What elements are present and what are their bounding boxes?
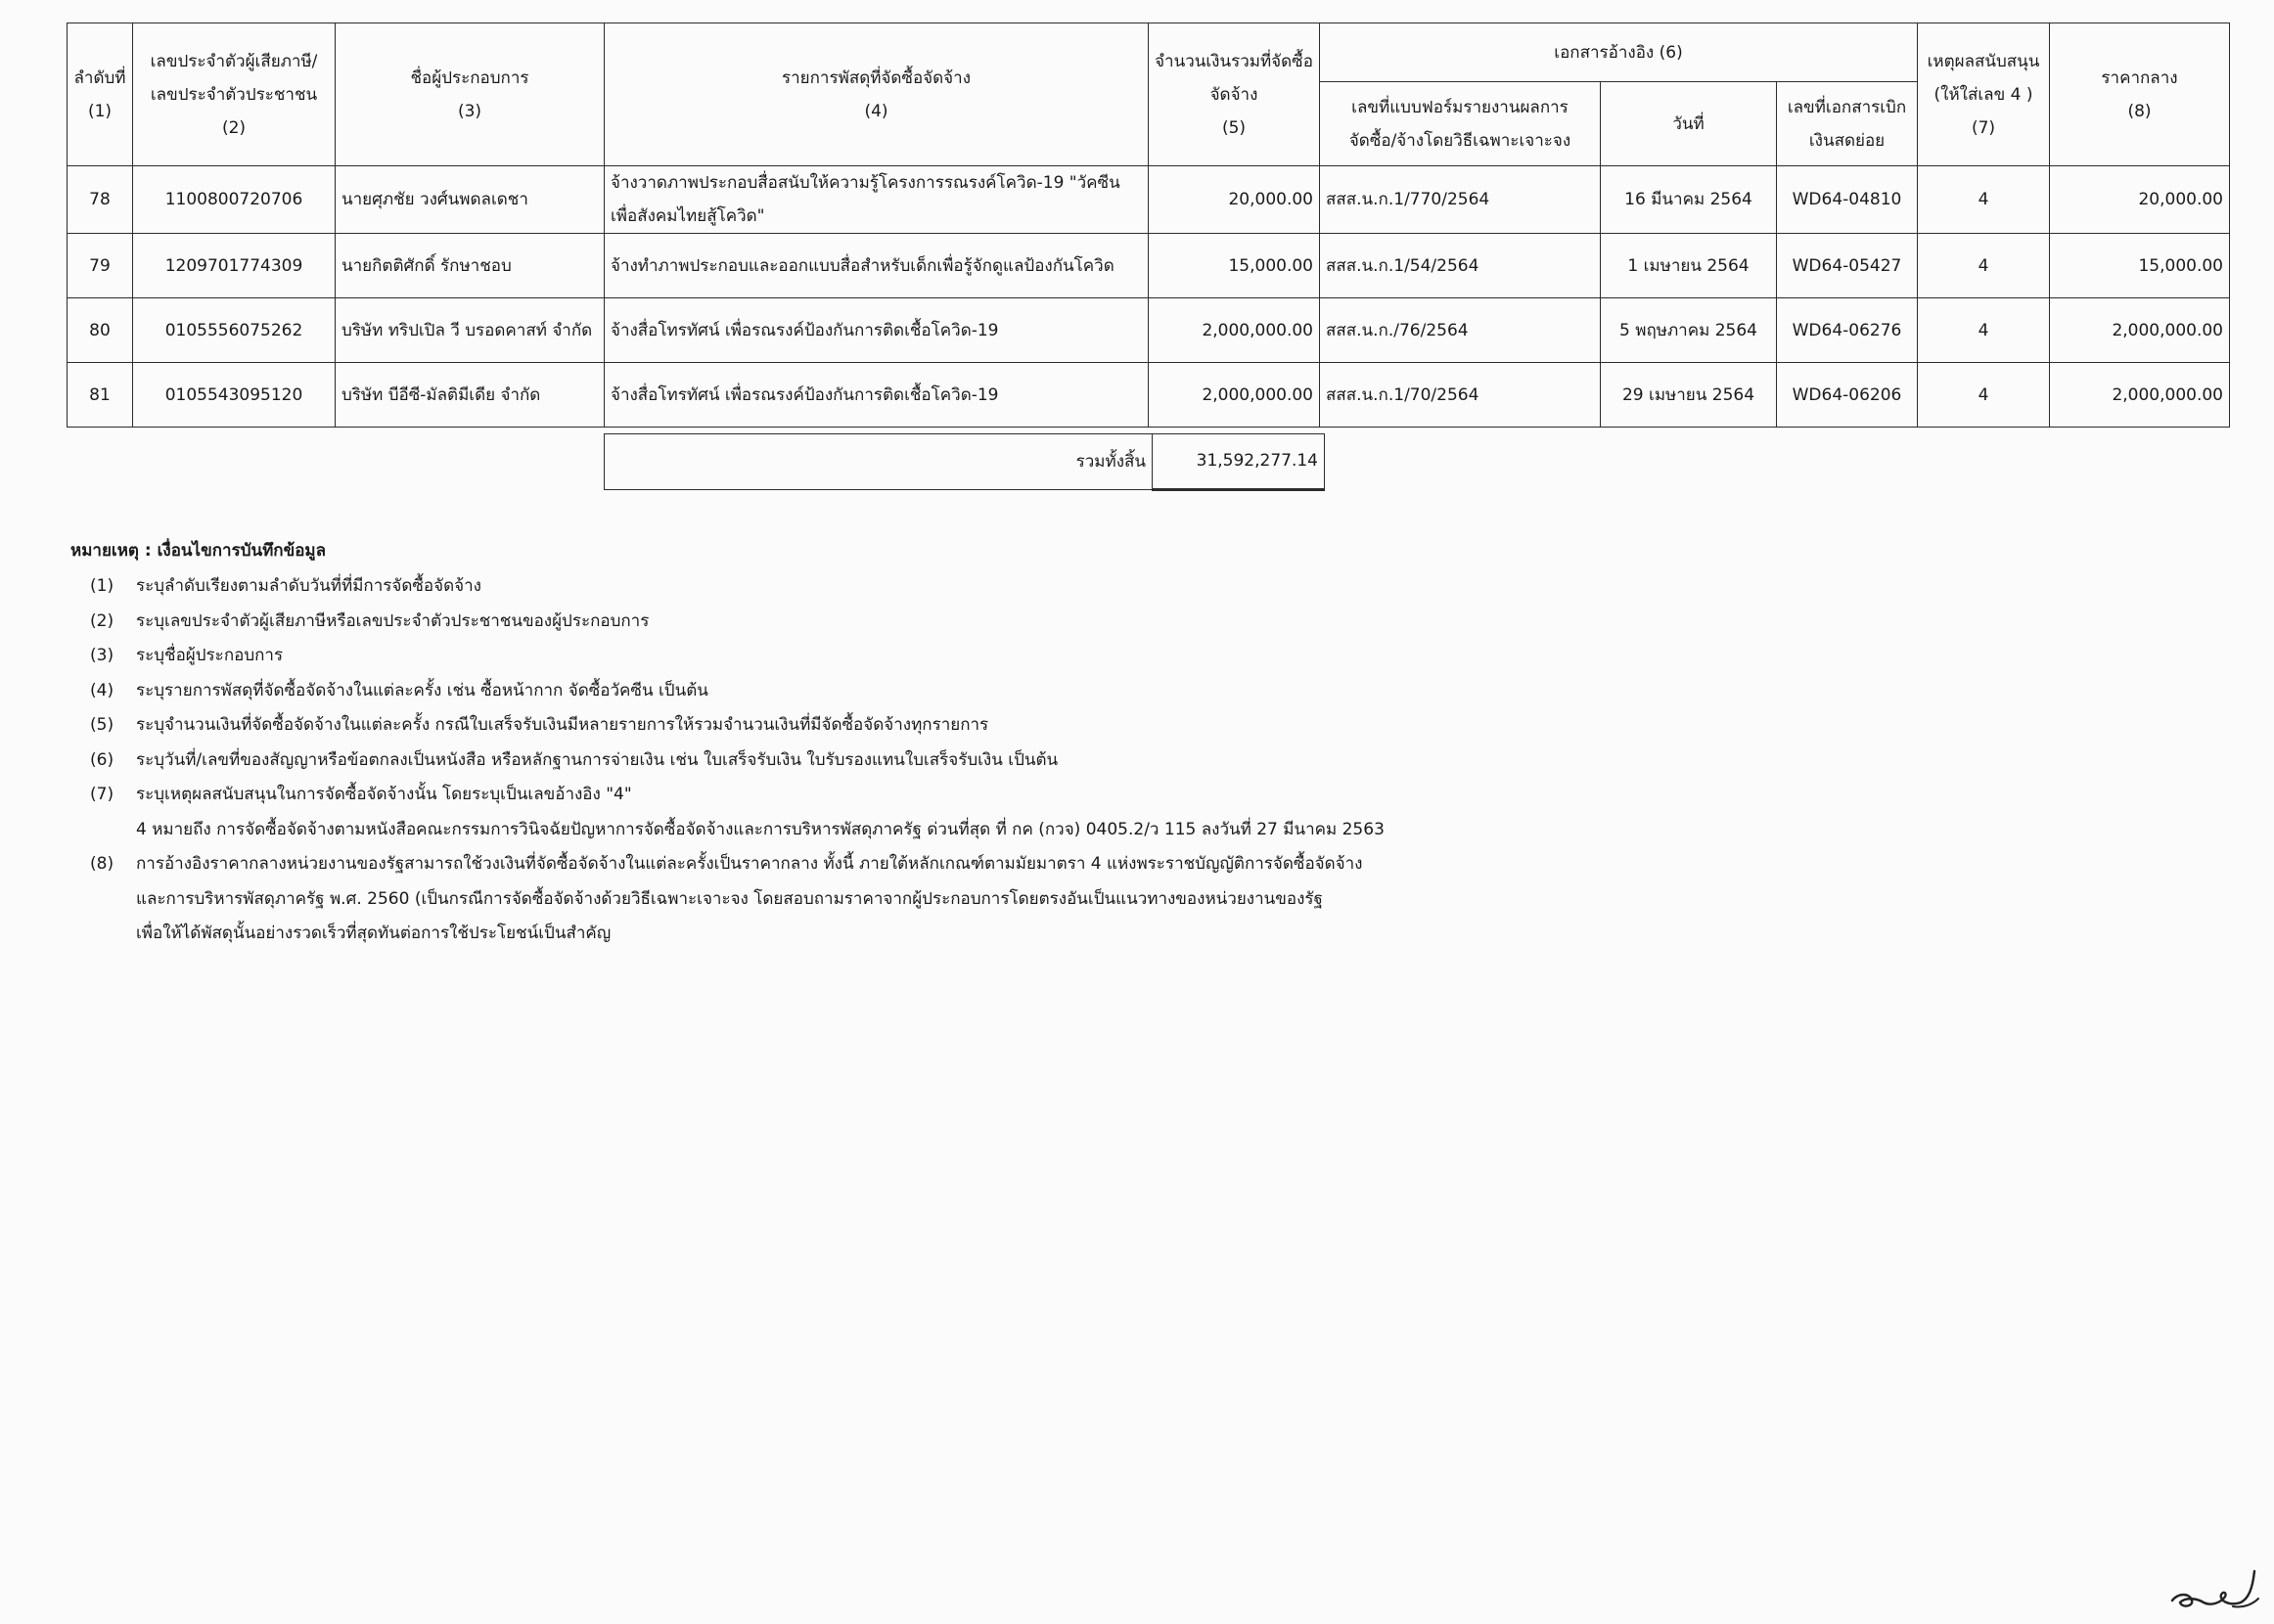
cell-formno: สสส.น.ก.1/70/2564 [1320, 363, 1601, 428]
notes-title: หมายเหตุ : เงื่อนไขการบันทึกข้อมูล [70, 541, 327, 561]
note-item [70, 674, 1385, 709]
header-line: จัดจ้าง [1209, 84, 1258, 105]
note-number: (3) [90, 646, 114, 665]
note-text: การอ้างอิงราคากลางหน่วยงานของรัฐสามารถใช้วงเงินที่จัดซื้อจัดจ้างในแต่ละครั้งเป็นราคากลาง ทั้งนี้ ภายใต้หลักเกณฑ์ตามมัยมาตรา 4 แห่งพระราชบัญญัติการจัดซื้อจัดจ้าง [136, 854, 1363, 874]
cell-formno: สสส.น.ก.1/770/2564 [1320, 166, 1601, 234]
total-value: 31,592,277.14 [1153, 434, 1325, 490]
header-line: เลขประจำตัวผู้เสียภาษี/ [150, 51, 318, 71]
header-line: (7) [1971, 117, 1996, 138]
cell-date: 29 เมษายน 2564 [1601, 363, 1777, 428]
cell-amount: 2,000,000.00 [1149, 363, 1320, 428]
cell-taxid: 0105543095120 [133, 363, 336, 428]
cell-vendor: บริษัท บีอีซี-มัลติมีเดีย จำกัด [336, 363, 605, 428]
cell-amount: 20,000.00 [1149, 166, 1320, 234]
notes-list [70, 569, 1385, 952]
note-text: ระบุจำนวนเงินที่จัดซื้อจัดจ้างในแต่ละครั้ง กรณีใบเสร็จรับเงินมีหลายรายการให้รวมจำนวนเงินที่มีจัดซื้อจัดจ้างทุกรายการ [136, 715, 989, 735]
note-text: ระบุเหตุผลสนับสนุนในการจัดซื้อจัดจ้างนั้น โดยระบุเป็นเลขอ้างอิง "4" [136, 785, 632, 804]
cell-seq: 81 [68, 363, 133, 428]
cell-amount: 2,000,000.00 [1149, 298, 1320, 363]
header-line: รายการพัสดุที่จัดซื้อจัดจ้าง [782, 68, 971, 88]
header-voucher [1777, 82, 1918, 166]
note-item [70, 778, 1385, 813]
note-continuation: และการบริหารพัสดุภาครัฐ พ.ศ. 2560 (เป็นกรณีการจัดซื้อจัดจ้างด้วยวิธีเฉพาะเจาะจง โดยสอบถามราคาจากผู้ประกอบการโดยตรงอันเป็นแนวทางของหน่วยงานของรัฐ [136, 888, 1323, 909]
header-items [605, 23, 1149, 166]
note-continuation: เพื่อให้ได้พัสดุนั้นอย่างรวดเร็วที่สุดทันต่อการใช้ประโยชน์เป็นสำคัญ [136, 924, 612, 943]
cell-date: 16 มีนาคม 2564 [1601, 166, 1777, 234]
header-date: วันที่ [1601, 82, 1777, 166]
cell-line: จ้างทำภาพประกอบและออกแบบสื่อสำหรับเด็กเพื่อรู้จักดูแลป้องกันโควิด [611, 255, 1114, 276]
note-text: ระบุรายการพัสดุที่จัดซื้อจัดจ้างในแต่ละครั้ง เช่น ซื้อหน้ากาก จัดซื้อวัคซีน เป็นต้น [136, 680, 708, 700]
header-line: ราคากลาง [2101, 68, 2178, 88]
cell-seq: 80 [68, 298, 133, 363]
note-number: (8) [90, 854, 114, 874]
table-body [68, 166, 2230, 428]
note-text: ระบุเลขประจำตัวผู้เสียภาษีหรือเลขประจำตัวประชาชนของผู้ประกอบการ [136, 610, 650, 631]
cell-refprice: 20,000.00 [2050, 166, 2230, 234]
header-line: จำนวนเงินรวมที่จัดซื้อ [1155, 51, 1313, 71]
cell-seq: 79 [68, 234, 133, 298]
header-line: (2) [221, 117, 247, 138]
note-item [70, 847, 1385, 882]
table-row [68, 363, 2230, 428]
signature-icon [2164, 1557, 2262, 1616]
note-number: (6) [90, 749, 114, 770]
header-line: (4) [864, 101, 888, 121]
notes-section [70, 537, 1385, 952]
note-item [70, 639, 1385, 674]
header-line: (5) [1221, 117, 1247, 138]
table-row [68, 234, 2230, 298]
cell-refprice: 15,000.00 [2050, 234, 2230, 298]
cell-reason: 4 [1918, 234, 2050, 298]
cell-line: เพื่อสังคมไทยสู้โควิด" [611, 206, 765, 226]
note-item [70, 569, 1385, 605]
cell-line: จ้างวาดภาพประกอบสื่อสนับให้ความรู้โครงการรณรงค์โควิด-19 "วัคซีน [611, 173, 1120, 193]
cell-items [605, 298, 1149, 363]
note-text: ระบุชื่อผู้ประกอบการ [136, 646, 284, 665]
cell-items [605, 363, 1149, 428]
table-row [68, 298, 2230, 363]
header-refprice [2050, 23, 2230, 166]
cell-voucher: WD64-06206 [1777, 363, 1918, 428]
header-line: (3) [457, 101, 482, 121]
cell-formno: สสส.น.ก./76/2564 [1320, 298, 1601, 363]
header-line: เลขประจำตัวประชาชน [150, 84, 318, 105]
header-line: (8) [2127, 101, 2152, 121]
note-continuation: 4 หมายถึง การจัดซื้อจัดจ้างตามหนังสือคณะกรรมการวินิจฉัยปัญหาการจัดซื้อจัดจ้างและการบริหารพัสดุภาครัฐ ด่วนที่สุด ที่ กค (กวจ) 0405.2/ว 115 ลงวันที่ 27 มีนาคม 2563 [136, 819, 1385, 839]
header-formno [1320, 82, 1601, 166]
header-line: จัดซื้อ/จ้างโดยวิธีเฉพาะเจาะจง [1348, 130, 1571, 151]
procurement-table-container [67, 23, 2230, 428]
cell-formno: สสส.น.ก.1/54/2564 [1320, 234, 1601, 298]
cell-taxid: 0105556075262 [133, 298, 336, 363]
note-number: (7) [90, 785, 114, 804]
cell-voucher: WD64-04810 [1777, 166, 1918, 234]
cell-items [605, 166, 1149, 234]
cell-refprice: 2,000,000.00 [2050, 363, 2230, 428]
note-item [70, 708, 1385, 744]
total-row [604, 433, 1325, 491]
header-seq [68, 23, 133, 166]
note-number: (5) [90, 715, 114, 735]
cell-date: 5 พฤษภาคม 2564 [1601, 298, 1777, 363]
cell-line: จ้างสื่อโทรทัศน์ เพื่อรณรงค์ป้องกันการติดเชื้อโควิด-19 [611, 320, 999, 340]
header-reason [1918, 23, 2050, 166]
header-line: เลขที่เอกสารเบิก [1787, 97, 1907, 117]
header-amount [1149, 23, 1320, 166]
cell-taxid: 1209701774309 [133, 234, 336, 298]
procurement-table [67, 23, 2230, 428]
cell-reason: 4 [1918, 166, 2050, 234]
cell-reason: 4 [1918, 298, 2050, 363]
note-text: ระบุวันที่/เลขที่ของสัญญาหรือข้อตกลงเป็นหนังสือ หรือหลักฐานการจ่ายเงิน เช่น ใบเสร็จรับเงิน ใบรับรองแทนใบเสร็จรับเงิน เป็นต้น [136, 749, 1059, 770]
note-item [70, 744, 1385, 779]
header-line: เหตุผลสนับสนุน [1927, 51, 2040, 71]
note-text: ระบุลำดับเรียงตามลำดับวันที่ที่มีการจัดซื้อจัดจ้าง [136, 576, 481, 596]
cell-amount: 15,000.00 [1149, 234, 1320, 298]
cell-taxid: 1100800720706 [133, 166, 336, 234]
cell-date: 1 เมษายน 2564 [1601, 234, 1777, 298]
header-line: (1) [87, 101, 113, 121]
header-refdocs: เอกสารอ้างอิง (6) [1320, 23, 1918, 82]
header-line: (ให้ใส่เลข 4 ) [1933, 84, 2033, 105]
cell-seq: 78 [68, 166, 133, 234]
cell-line: จ้างสื่อโทรทัศน์ เพื่อรณรงค์ป้องกันการติดเชื้อโควิด-19 [611, 384, 999, 405]
cell-vendor: บริษัท ทริปเปิล วี บรอดคาสท์ จำกัด [336, 298, 605, 363]
cell-refprice: 2,000,000.00 [2050, 298, 2230, 363]
cell-voucher: WD64-06276 [1777, 298, 1918, 363]
header-taxid [133, 23, 336, 166]
cell-vendor: นายศุภชัย วงศ์นพดลเดชา [336, 166, 605, 234]
note-number: (4) [90, 680, 114, 700]
total-label: รวมทั้งสิ้น [605, 434, 1153, 490]
header-line: เงินสดย่อย [1808, 130, 1886, 151]
header-line: เลขที่แบบฟอร์มรายงานผลการ [1351, 97, 1569, 117]
note-item [70, 605, 1385, 640]
table-row [68, 166, 2230, 234]
header-line: ลำดับที่ [73, 68, 126, 88]
note-number: (1) [90, 576, 114, 596]
note-number: (2) [90, 610, 114, 631]
cell-vendor: นายกิตติศักดิ์ รักษาชอบ [336, 234, 605, 298]
cell-items [605, 234, 1149, 298]
header-vendor [336, 23, 605, 166]
cell-voucher: WD64-05427 [1777, 234, 1918, 298]
header-line: ชื่อผู้ประกอบการ [410, 68, 529, 88]
cell-reason: 4 [1918, 363, 2050, 428]
